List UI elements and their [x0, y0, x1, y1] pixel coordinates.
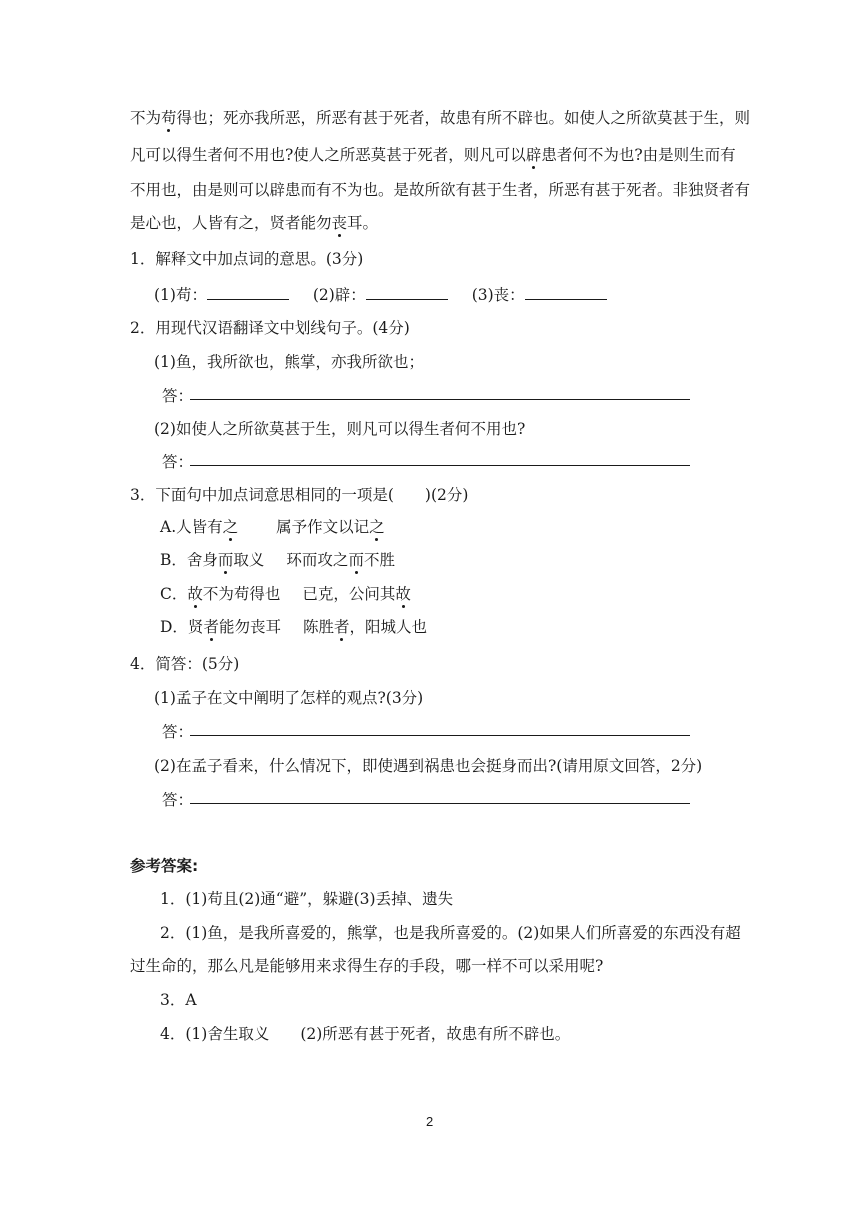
- answer-2-line-1: 2．(1)鱼，是我所喜爱的，熊掌，也是我所喜爱的。(2)如果人们所喜爱的东西没有超: [160, 924, 741, 942]
- question-4-sentence-2: (2)在孟子看来，什么情况下，即使遇到祸患也会挺身而出?(请用原文回答，2分): [154, 757, 703, 775]
- answer-line-q4-2[interactable]: [190, 803, 690, 804]
- passage-text: 得也；死亦我所恶，所恶有甚于死者，故患有所不辟也。如使人之所欲莫甚于生，则: [176, 109, 751, 127]
- answer-line-q2-2[interactable]: [190, 465, 690, 466]
- page-number: 2: [426, 1114, 434, 1129]
- passage-line-3: 不用也，由是则可以辟患而有不为也。是故所欲有甚于生者，所恶有甚于死者。非独贤者有: [130, 181, 751, 199]
- question-3-title: 3．下面句中加点词意思相同的一项是( )(2分): [130, 486, 469, 504]
- question-2-sentence-1: (1)鱼，我所欲也，熊掌，亦我所欲也；: [154, 353, 424, 371]
- option-text: C．: [160, 585, 188, 603]
- question-1-items: [154, 284, 607, 305]
- passage-text: 凡可以得生者何不用也?使人之所恶莫甚于死者，则凡可以: [130, 146, 526, 164]
- option-a[interactable]: [160, 517, 385, 537]
- option-text: 陈胜: [302, 618, 334, 636]
- option-text: A.人皆有: [160, 518, 223, 536]
- dotted-word: 而: [217, 551, 234, 569]
- answer-3: 3．A: [160, 991, 197, 1009]
- option-text: 属予作文以记: [276, 518, 370, 536]
- dotted-word: 辟: [525, 146, 542, 164]
- q1-item-label: (3)丧：: [471, 286, 525, 304]
- option-text: 不为苟得也: [202, 585, 281, 603]
- q1-item-label: (2)辟：: [312, 286, 366, 304]
- answer-line-q2-1[interactable]: [190, 399, 690, 400]
- answers-heading: 参考答案:: [130, 857, 199, 875]
- option-text: B．舍身: [160, 551, 218, 569]
- fill-blank-2[interactable]: [366, 284, 448, 300]
- dotted-word: 故: [187, 585, 203, 603]
- passage-text: 患者何不为也?由是则生而有: [541, 146, 736, 164]
- dotted-word: 者: [333, 618, 350, 636]
- dotted-word: 之: [369, 518, 385, 536]
- option-text: 取义: [233, 551, 265, 569]
- option-d[interactable]: [160, 617, 427, 637]
- dotted-word: 故: [395, 585, 411, 603]
- dotted-word: 丧: [331, 214, 348, 232]
- passage-text: 是心也，人皆有之，贤者能勿: [130, 214, 332, 232]
- passage-text: 耳。: [347, 214, 379, 232]
- fill-blank-1[interactable]: [207, 284, 289, 300]
- question-4-sentence-1: (1)孟子在文中阐明了怎样的观点?(3分): [154, 689, 424, 707]
- question-2-sentence-2: (2)如使人之所欲莫甚于生，则凡可以得生者何不用也?: [154, 420, 526, 438]
- option-b[interactable]: [160, 550, 395, 570]
- option-text: 不胜: [363, 551, 395, 569]
- answer-label: 答：: [162, 723, 194, 741]
- option-text: D．贤: [160, 618, 204, 636]
- dotted-word: 者: [203, 618, 219, 636]
- answer-line-q4-1[interactable]: [190, 735, 690, 736]
- passage-text: 不为: [130, 109, 162, 127]
- option-text: ，阳城人也: [349, 618, 428, 636]
- answer-1: 1．(1)苟且(2)通“避”，躲避(3)丢掉、遗失: [160, 890, 454, 908]
- question-2-title: 2．用现代汉语翻译文中划线句子。(4分): [130, 319, 410, 337]
- passage-line-1: [130, 108, 750, 128]
- dotted-word: 而: [348, 551, 364, 569]
- question-1-title: 1．解释文中加点词的意思。(3分): [130, 250, 364, 268]
- question-4-title: 4．简答：(5分): [130, 655, 240, 673]
- fill-blank-3[interactable]: [525, 284, 607, 300]
- answer-2-line-2: 过生命的，那么凡是能够用来求得生存的手段，哪一样不可以采用呢?: [130, 957, 604, 975]
- answer-4: 4．(1)舍生取义 (2)所恶有甚于死者，故患有所不辟也。: [160, 1025, 571, 1043]
- option-text: 环而攻之: [286, 551, 349, 569]
- option-c[interactable]: [160, 584, 411, 604]
- option-text: 能勿丧耳: [218, 618, 281, 636]
- passage-line-4: [130, 213, 378, 233]
- option-text: 已克，公问其: [302, 585, 396, 603]
- answer-label: 答：: [162, 791, 194, 809]
- answer-label: 答：: [162, 387, 194, 405]
- dotted-word: 之: [222, 518, 239, 536]
- passage-line-2: [130, 145, 736, 165]
- q1-item-label: (1)苟：: [154, 286, 207, 304]
- answer-label: 答：: [162, 453, 194, 471]
- dotted-word: 苟: [161, 109, 177, 127]
